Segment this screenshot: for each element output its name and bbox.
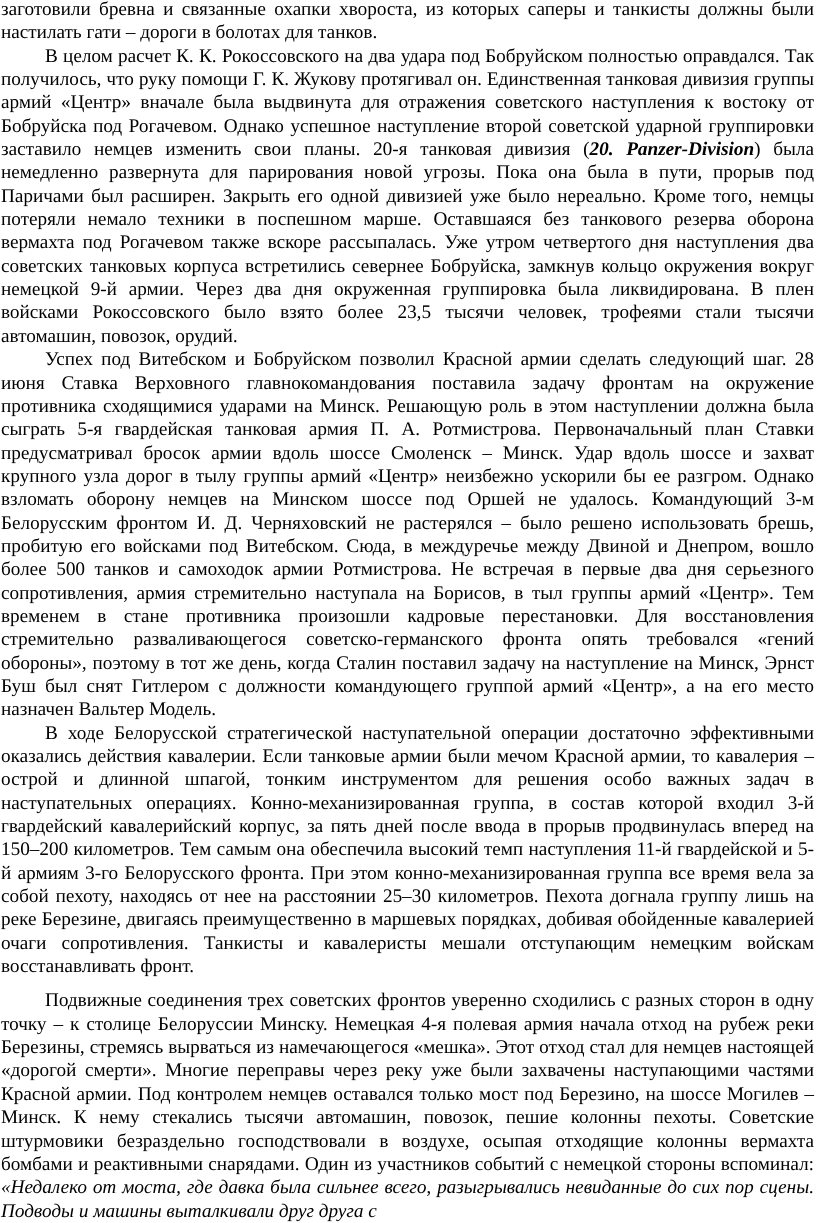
paragraph-3-text: Успех под Витебском и Бобруйском позволил Красной армии сделать следующий шаг. 28 июня Ставка Верховного главнокомандования поставила задачу фронтам на окружение противника сходящимися ударами на Минск. Решающую роль в этом наступлении должна была сыграть 5-я гвардейская танковая армия П. А. Ротмистрова. Первоначальный план Ставки предусматривал бросок армии вдоль шоссе Смоленск – Минск. Удар вдоль шоссе и захват крупного узла дорог в тылу группы армий «Центр» неизбежно ускорили бы ее разгром. Однако взломать оборону немцев на Минском шоссе под Оршей не удалось. Командующий 3-м Белорусским фронтом И. Д. Черняховский не растерялся – было решено использовать брешь, пробитую его войсками под Витебском. Сюда, в междуречье между Двиной и Днепром, вошло более 500 танков и самоходок армии Ротмистрова. Не встречая в первые два дня серьезного сопротивления, армия стремительно наступала на Борисов, в тыл группы армий «Центр». Тем временем в стане противника произошли кадровые перестановки. Для восстановления стремительно разваливающегося советско-германского фронта опять требовался «гений обороны», поэтому в тот же день, когда Сталин поставил задачу на наступление на Минск, Эрнст Буш был снят Гитлером с должности командующего группой армий «Центр», а на его место назначен Вальтер Модель. <box>1 349 814 721</box>
division-name-emphasis: 20. Panzer-Division <box>589 139 755 161</box>
paragraph-3 <box>1 348 814 722</box>
paragraph-4 <box>1 722 814 979</box>
paragraph-2-text-after: ) была немедленно развернута для парирования новой угрозы. Пока она была в пути, прорыв под Паричами был расширен. Закрыть его одной дивизией уже было нереально. Кроме того, немцы потеряли немало техники в поспешном марше. Оставшаяся без танкового резерва оборона вермахта под Рогачевом также вскоре рассыпалась. Уже утром четвертого дня наступления два советских танковых корпуса встретились севернее Бобруйска, замкнув кольцо окружения вокруг немецкой 9-й армии. Через два дня окруженная группировка была ликвидирована. В плен войсками Рокоссовского было взято более 23,5 тысячи человек, трофеями стали тысячи автомашин, повозок, орудий. <box>1 139 814 347</box>
paragraph-4-text: В ходе Белорусской стратегической наступательной операции достаточно эффективными оказались действия кавалерии. Если танковые армии были мечом Красной армии, то кавалерия – острой и длинной шпагой, тонким инструментом для решения особо важных задач в наступательных операциях. Конно-механизированная группа, в состав которой входил 3-й гвардейский кавалерийский корпус, за пять дней после ввода в прорыв продвинулась вперед на 150–200 километров. Тем самым она обеспечила высокий темп наступления 11-й гвардейской и 5-й армиям 3-го Белорусского фронта. При этом конно-механизированная группа все время вела за собой пехоту, находясь от нее на расстоянии 25–30 километров. Пехота догнала группу лишь на реке Березине, двигаясь преимущественно в маршевых порядках, добивая обойденные кавалерией очаги сопротивления. Танкисты и кавалеристы мешали отступающим немецким войскам восстанавливать фронт. <box>1 722 814 978</box>
paragraph-1-text: заготовили бревна и связанные охапки хвороста, из которых саперы и танкисты должны были настилать гати – дороги в болотах для танков. <box>1 0 814 44</box>
paragraph-5-text-before: Подвижные соединения трех советских фронтов уверенно сходились с разных сторон в одну точку – к столице Белоруссии Минску. Немецкая 4-я полевая армия начала отход на рубеж реки Березины, стремясь вырваться из намечающегося «мешка». Этот отход стал для немцев настоящей «дорогой смерти». Многие переправы через реку уже были захвачены наступающими частями Красной армии. Под контролем немцев оставался только мост под Березино, на шоссе Могилев – Минск. К нему стекались тысячи автомашин, повозок, пешие колонны пехоты. Советские штурмовики безраздельно господствовали в воздухе, осыпая отходящие колонны вермахта бомбами и реактивными снарядами. Один из участников событий с немецкой стороны вспоминал: <box>1 990 814 1175</box>
paragraph-2-text-before: В целом расчет К. К. Рокоссовского на два удара под Бобруйском полностью оправдался. Так получилось, что руку помощи Г. К. Жукову протягивал он. Единственная танковая дивизия группы армий «Центр» вначале была выдвинута для отражения советского наступления к востоку от Бобруйска под Рогачевом. Однако успешное наступление второй советской ударной группировки заставило немцев изменить свои планы. 20-я танковая дивизия ( <box>1 45 814 161</box>
memoir-quote: «Недалеко от моста, где давка была сильнее всего, разыгрывались невиданные до сих пор сцены. Подводы и машины выталкивали друг друга с <box>1 1177 814 1222</box>
paragraph-1 <box>1 0 814 45</box>
paragraph-2 <box>1 45 814 348</box>
paragraph-5 <box>1 989 814 1222</box>
